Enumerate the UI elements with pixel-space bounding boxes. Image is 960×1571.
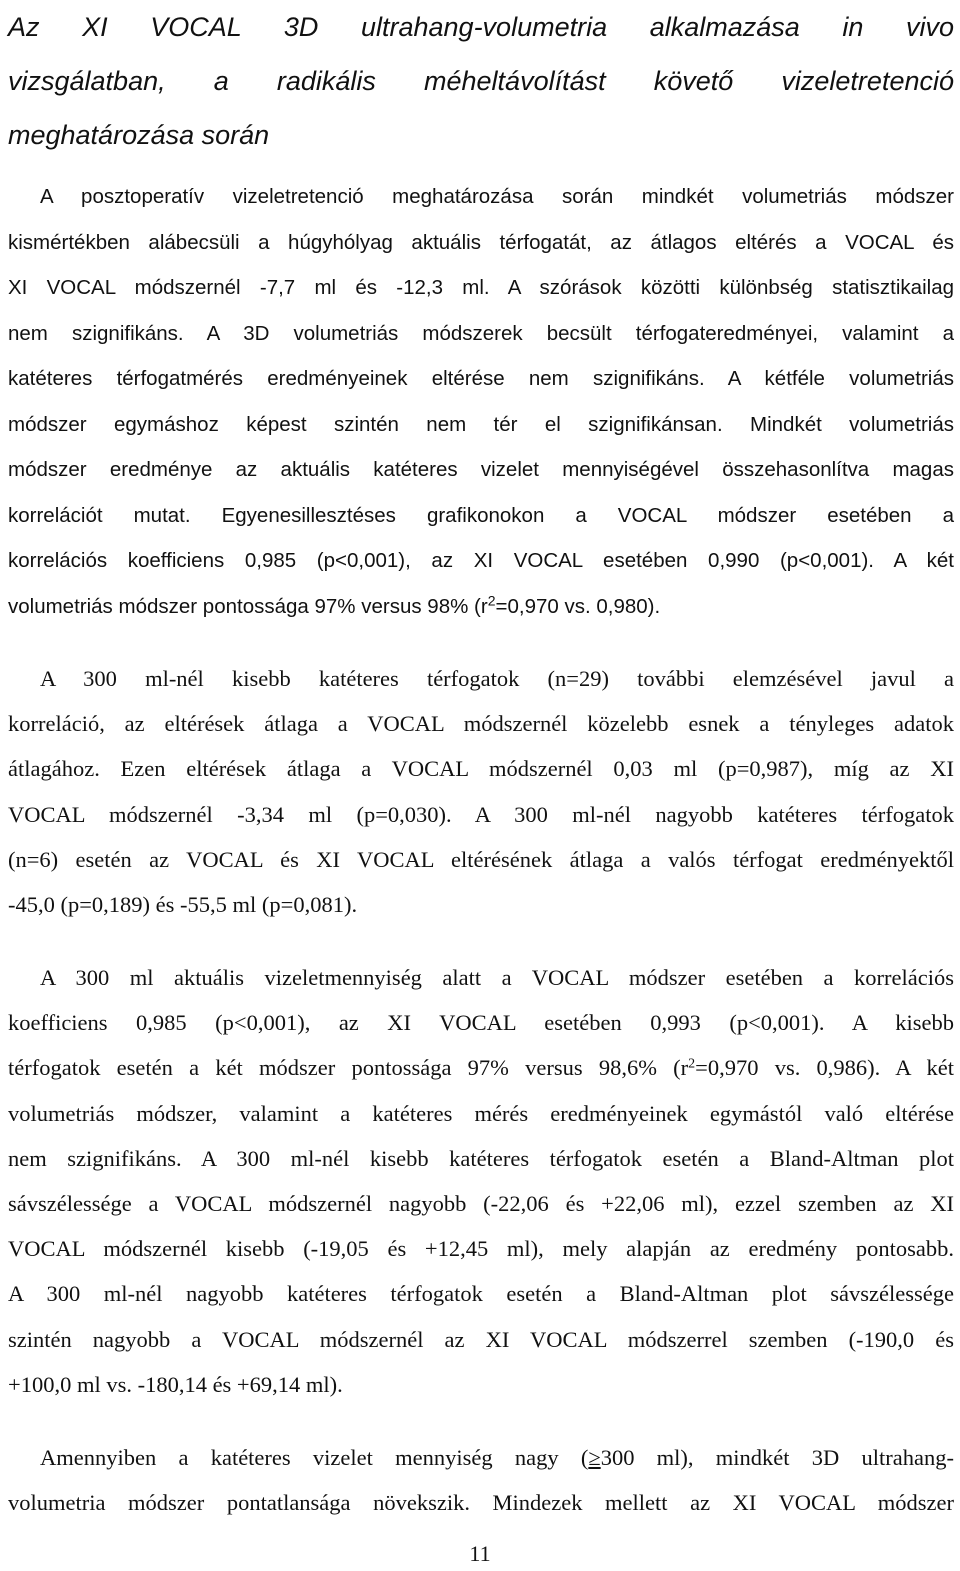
text-line: sávszélessége a VOCAL módszernél nagyobb (-22,06 és +22,06 ml), ezzel szemben az XI: [8, 1191, 954, 1217]
text-line: -45,0 (p=0,189) és -55,5 ml (p=0,081).: [8, 892, 358, 918]
section-title: [8, 0, 954, 162]
text-fragment: 300 ml), mindkét 3D ultrahang-: [600, 1445, 954, 1470]
text-line: korreláció, az eltérések átlaga a VOCAL módszernél közelebb esnek a tényleges adatok: [8, 711, 954, 737]
superscript: 2: [487, 591, 496, 608]
text-line: koefficiens 0,985 (p<0,001), az XI VOCAL esetében 0,993 (p<0,001). A kisebb: [8, 1010, 954, 1036]
text-line: [8, 1045, 954, 1090]
title-line: meghatározása során: [8, 120, 270, 150]
paragraph-large-volumes: [8, 1435, 954, 1525]
paragraph-small-volumes: [8, 656, 954, 927]
text-fragment: =0,970 vs. 0,986). A két: [695, 1055, 954, 1081]
text-line: A 300 ml-nél kisebb katéteres térfogatok (n=29) további elemzésével javul a: [40, 666, 954, 691]
text-line: XI VOCAL módszernél -7,7 ml és -12,3 ml. A szórások közötti különbség statisztikailag: [8, 276, 954, 299]
text-line: korrelációs koefficiens 0,985 (p<0,001), az XI VOCAL esetében 0,990 (p<0,001). A két: [8, 549, 954, 572]
text-line: nem szignifikáns. A 3D volumetriás módszerek becsült térfogateredményei, valamint a: [8, 321, 954, 345]
text-line: szintén nagyobb a VOCAL módszernél az XI VOCAL módszerrel szemben (-190,0 és: [8, 1326, 954, 1352]
title-line: Az XI VOCAL 3D ultrahang-volumetria alkalmazása in vivo: [8, 12, 954, 42]
text-line: volumetriás módszer, valamint a katéteres mérés eredményeinek egymástól való eltérése: [8, 1100, 954, 1126]
text-line: volumetria módszer pontatlansága növekszik. Mindezek mellett az XI VOCAL módszer: [8, 1490, 954, 1516]
text-fragment: volumetriás módszer pontossága 97% versus 98% (r: [8, 594, 488, 618]
text-line: A 300 ml aktuális vizeletmennyiség alatt a VOCAL módszer esetében a korrelációs: [40, 965, 954, 990]
title-line: vizsgálatban, a radikális méheltávolítást követő vizeletretenció: [8, 66, 954, 96]
text-line: VOCAL módszernél kisebb (-19,05 és +12,45 ml), mely alapján az eredmény pontosabb.: [8, 1236, 954, 1262]
text-line: VOCAL módszernél -3,34 ml (p=0,030). A 300 ml-nél nagyobb katéteres térfogatok: [8, 801, 954, 827]
text-line: [8, 584, 954, 630]
text-line: +100,0 ml vs. -180,14 és +69,14 ml).: [8, 1371, 343, 1397]
superscript: 2: [688, 1056, 696, 1072]
text-line: [8, 1435, 954, 1480]
text-line: nem szignifikáns. A 300 ml-nél kisebb katéteres térfogatok esetén a Bland-Altman plot: [8, 1145, 954, 1171]
text-line: korrelációt mutat. Egyenesillesztéses grafikonokon a VOCAL módszer esetében a: [8, 503, 954, 527]
text-fragment: térfogatok esetén a két módszer pontossága 97% versus 98,6% (r: [8, 1055, 689, 1081]
text-line: kismértékben alábecsüli a húgyhólyag aktuális térfogatát, az átlagos eltérés a VOCAL és: [8, 230, 954, 254]
text-fragment: =0,970 vs. 0,980).: [495, 594, 661, 618]
text-line: átlagához. Ezen eltérések átlaga a VOCAL módszernél 0,03 ml (p=0,987), míg az XI: [8, 756, 954, 782]
text-line: A 300 ml-nél nagyobb katéteres térfogatok esetén a Bland-Altman plot sávszélessége: [8, 1281, 954, 1307]
text-line: módszer egymáshoz képest szintén nem tér el szignifikánsan. Mindkét volumetriás: [8, 412, 954, 436]
paragraph-postoperative-retention: [8, 174, 954, 629]
text-line: katéteres térfogatmérés eredményeinek eltérése nem szignifikáns. A kétféle volumetriás: [8, 367, 954, 390]
page-number: 11: [469, 1541, 491, 1566]
text-line: (n=6) esetén az VOCAL és XI VOCAL eltérésének átlaga a valós térfogat eredményektől: [8, 846, 954, 872]
text-line: A posztoperatív vizeletretenció meghatározása során mindkét volumetriás módszer: [40, 185, 954, 208]
greater-equal-symbol: ≥: [588, 1445, 601, 1470]
text-fragment: Amennyiben a katéteres vizelet mennyiség nagy (: [40, 1445, 589, 1470]
text-line: módszer eredménye az aktuális katéteres vizelet mennyiségével összehasonlítva magas: [8, 458, 954, 481]
paragraph-below-300ml: [8, 955, 954, 1407]
